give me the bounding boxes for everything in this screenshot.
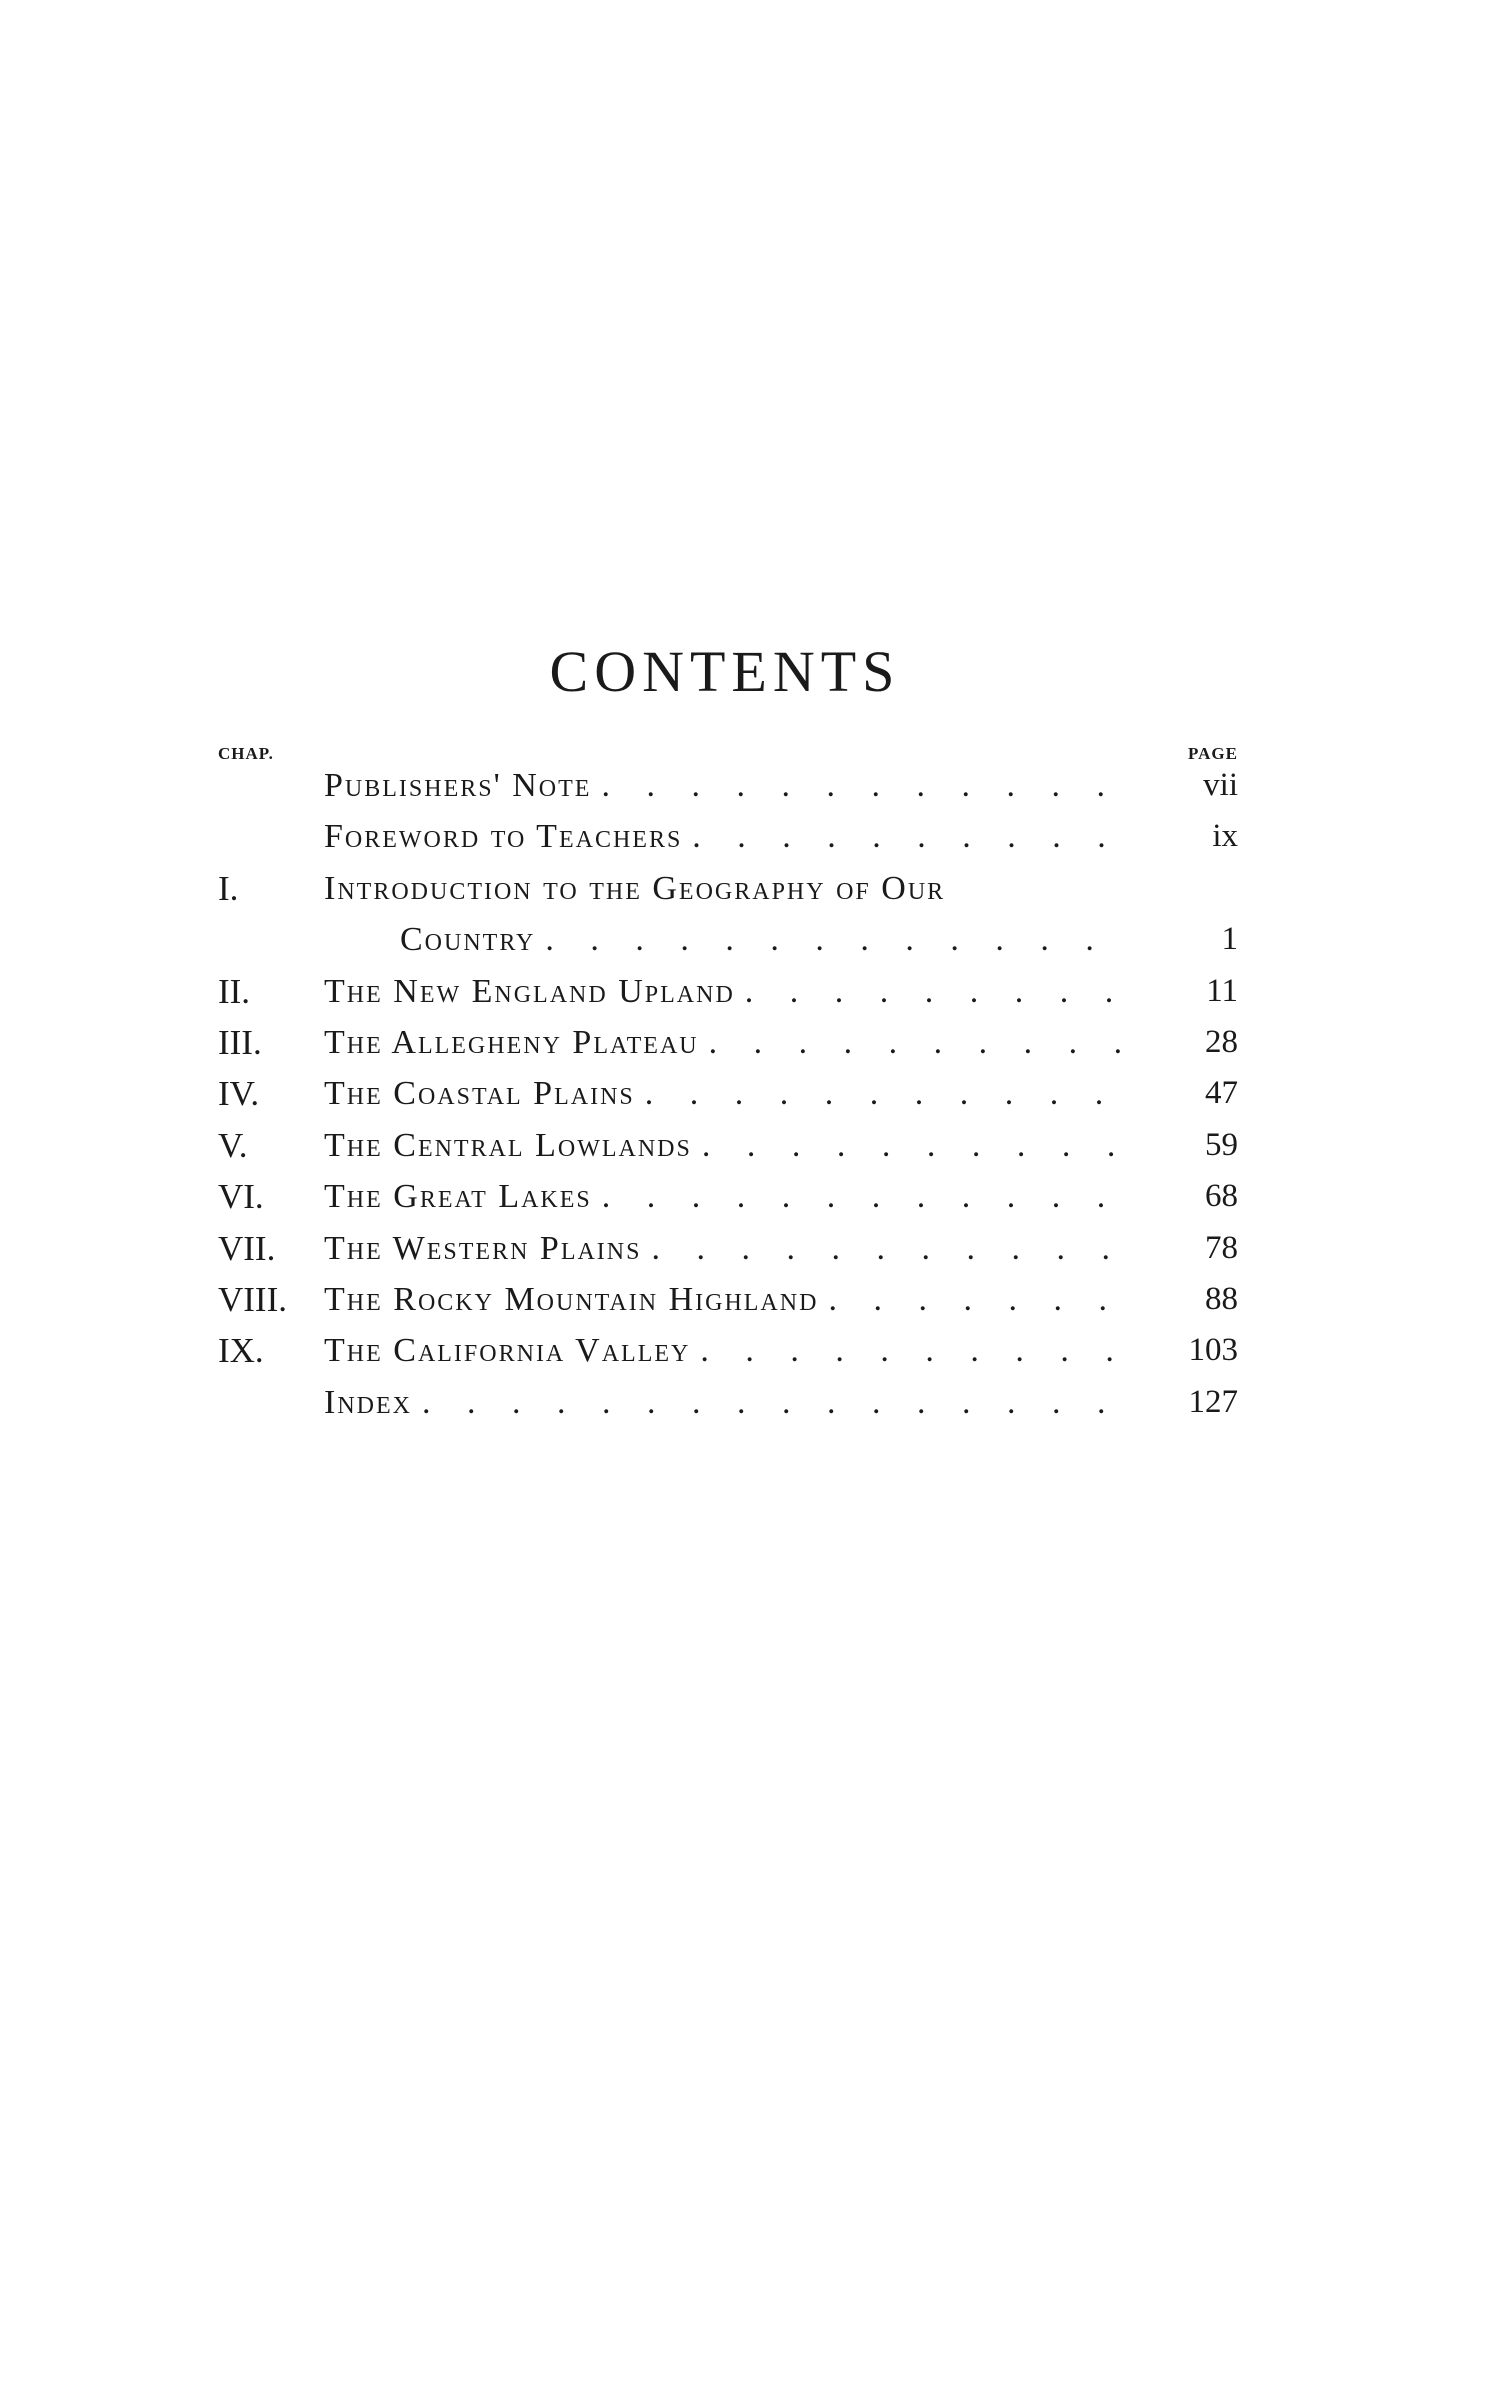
toc-row (218, 760, 1238, 811)
dot-leader (692, 1120, 1128, 1171)
chapter-number: I. (218, 868, 239, 908)
toc-row (218, 966, 1238, 1017)
page-number: vii (1203, 767, 1238, 803)
toc-row (218, 1325, 1238, 1376)
dot-leader (818, 1274, 1128, 1325)
page-title: CONTENTS (549, 639, 901, 704)
chapter-title: Foreword to Teachers (324, 818, 683, 856)
page-number: 88 (1205, 1280, 1238, 1317)
chapter-title: The Western Plains (324, 1229, 642, 1267)
chapter-number: III. (218, 1022, 262, 1062)
page-number: 47 (1205, 1075, 1238, 1112)
dot-leader (635, 1068, 1128, 1119)
chapter-title: Introduction to the Geography of Our (324, 869, 946, 907)
dot-leader (591, 760, 1128, 811)
chapter-column-header: CHAP. (218, 744, 274, 763)
chapter-title: The Allegheny Plateau (324, 1023, 699, 1061)
chapter-number: II. (218, 971, 251, 1011)
toc-row (218, 1274, 1238, 1325)
chapter-title: The Central Lowlands (324, 1126, 692, 1164)
chapter-title: The California Valley (324, 1332, 691, 1370)
table-of-contents (218, 760, 1238, 1428)
dot-leader (690, 1325, 1128, 1376)
chapter-title: Publishers' Note (324, 767, 592, 804)
toc-row (218, 914, 1238, 965)
dot-leader (735, 966, 1128, 1017)
chapter-number: VI. (218, 1177, 264, 1217)
dot-leader (641, 1223, 1128, 1274)
chapter-title: The Rocky Mountain Highland (324, 1280, 819, 1318)
toc-row (218, 811, 1238, 862)
chapter-number: VII. (218, 1228, 276, 1268)
chapter-title: Country (400, 921, 536, 959)
page-column-header: PAGE (1188, 744, 1238, 763)
toc-row (218, 1223, 1238, 1274)
dot-leader (535, 914, 1128, 965)
chapter-number: VIII. (218, 1279, 287, 1319)
chapter-title: The New England Upland (324, 972, 735, 1010)
page-number: 1 (1221, 921, 1238, 958)
page-number: 78 (1205, 1229, 1238, 1266)
dot-leader (412, 1377, 1128, 1428)
chapter-title: The Great Lakes (324, 1178, 592, 1216)
page-number: 127 (1188, 1383, 1238, 1420)
page-number: 59 (1205, 1126, 1238, 1163)
chapter-number: V. (218, 1125, 248, 1165)
page-number: 103 (1188, 1332, 1238, 1369)
chapter-title: The Coastal Plains (324, 1075, 635, 1113)
chapter-number: IX. (218, 1331, 264, 1371)
toc-row (218, 863, 1238, 914)
dot-leader (699, 1017, 1128, 1068)
chapter-title: Index (324, 1383, 412, 1421)
toc-row (218, 1068, 1238, 1119)
chapter-number: IV. (218, 1074, 260, 1114)
toc-row (218, 1017, 1238, 1068)
dot-leader (682, 811, 1128, 862)
page-number: 68 (1205, 1178, 1238, 1215)
page-number: ix (1212, 818, 1238, 855)
toc-row (218, 1171, 1238, 1222)
page-number: 28 (1205, 1023, 1238, 1060)
toc-row (218, 1120, 1238, 1171)
toc-row (218, 1377, 1238, 1428)
page-number: 11 (1206, 972, 1238, 1009)
dot-leader (592, 1171, 1128, 1222)
